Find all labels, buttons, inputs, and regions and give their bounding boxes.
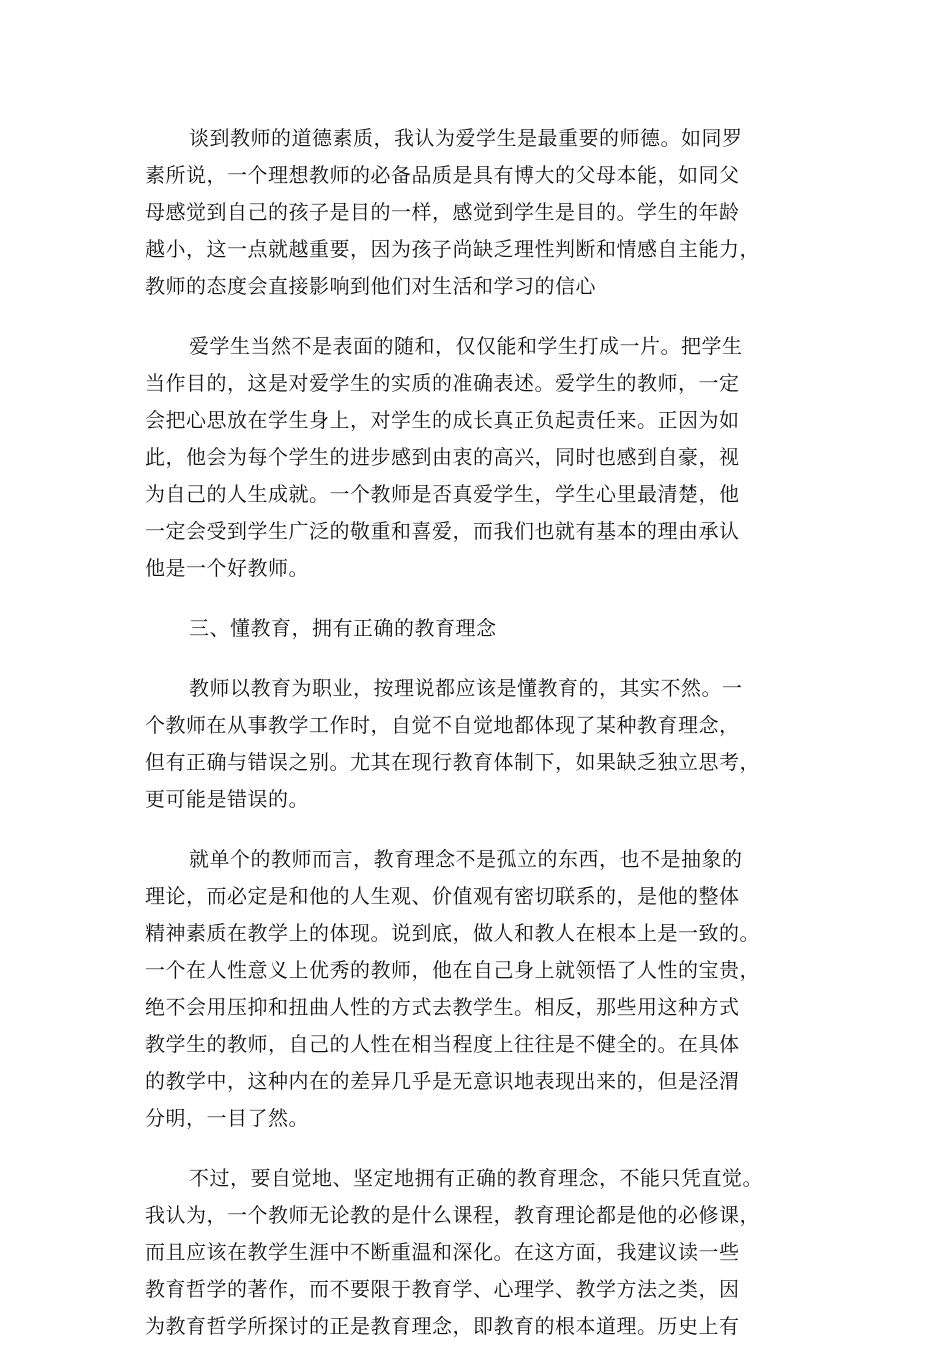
text-line: 不过，要自觉地、坚定地拥有正确的教育理念，不能只凭直觉。 [189,1166,763,1190]
text-line: 我认为，一个教师无论教的是什么课程，教育理论都是他的必修课， [145,1203,760,1227]
text-line: 为自己的人生成就。一个教师是否真爱学生，学生心里最清楚，他 [145,482,740,506]
text-line: 越小，这一点就越重要，因为孩子尚缺乏理性判断和情感自主能力， [145,237,760,261]
paragraph-education-theory [145,1160,805,1345]
text-line: 当作目的，这是对爱学生的实质的准确表述。爱学生的教师，一定 [145,371,740,395]
text-line: 母感觉到自己的孩子是目的一样，感觉到学生是目的。学生的年龄 [145,200,740,224]
text-line: 分明，一目了然。 [145,1106,309,1130]
text-line: 但有正确与错误之别。尤其在现行教育体制下，如果缺乏独立思考， [145,750,760,774]
document-body [145,120,805,1368]
text-line: 精神素质在教学上的体现。说到底，做人和教人在根本上是一致的。 [145,921,760,945]
text-line: 此，他会为每个学生的进步感到由衷的高兴，同时也感到自豪，视 [145,445,740,469]
text-line: 一个在人性意义上优秀的教师，他在自己身上就领悟了人性的宝贵， [145,958,760,982]
text-line: 素所说，一个理想教师的必备品质是具有博大的父母本能，如同父 [145,163,740,187]
text-line: 个教师在从事教学工作时，自觉不自觉地都体现了某种教育理念， [145,713,740,737]
paragraph-education-philosophy [145,841,805,1137]
text-line: 教育哲学的著作，而不要限于教育学、心理学、教学方法之类，因 [145,1277,740,1301]
text-line: 更可能是错误的。 [145,787,309,811]
text-line: 就单个的教师而言，教育理念不是孤立的东西，也不是抽象的 [189,847,743,871]
paragraph-understand-education [145,670,805,818]
text-line: 教师以教育为职业，按理说都应该是懂教育的，其实不然。一 [189,676,743,700]
text-line: 爱学生当然不是表面的随和，仅仅能和学生打成一片。把学生 [189,334,743,358]
paragraph-love-students [145,328,805,587]
text-line: 而且应该在教学生涯中不断重温和深化。在这方面，我建议读一些 [145,1240,740,1264]
text-line: 教师的态度会直接影响到他们对生活和学习的信心 [145,274,596,298]
text-line: 一定会受到学生广泛的敬重和喜爱，而我们也就有基本的理由承认 [145,519,740,543]
text-line: 谈到教师的道德素质，我认为爱学生是最重要的师德。如同罗 [189,126,743,150]
text-line: 理论，而必定是和他的人生观、价值观有密切联系的，是他的整体 [145,884,740,908]
text-line: 会把心思放在学生身上，对学生的成长真正负起责任来。正因为如 [145,408,740,432]
text-line: 为教育哲学所探讨的正是教育理念，即教育的根本道理。历史上有 [145,1314,740,1338]
paragraph-teacher-ethics [145,120,805,305]
section-heading: 三、懂教育，拥有正确的教育理念 [189,616,497,640]
text-line: 教学生的教师，自己的人性在相当程度上往往是不健全的。在具体 [145,1032,740,1056]
text-line: 绝不会用压抑和扭曲人性的方式去教学生。相反，那些用这种方式 [145,995,740,1019]
text-line: 他是一个好教师。 [145,556,309,580]
text-line: 的教学中，这种内在的差异几乎是无意识地表现出来的，但是泾渭 [145,1069,740,1093]
